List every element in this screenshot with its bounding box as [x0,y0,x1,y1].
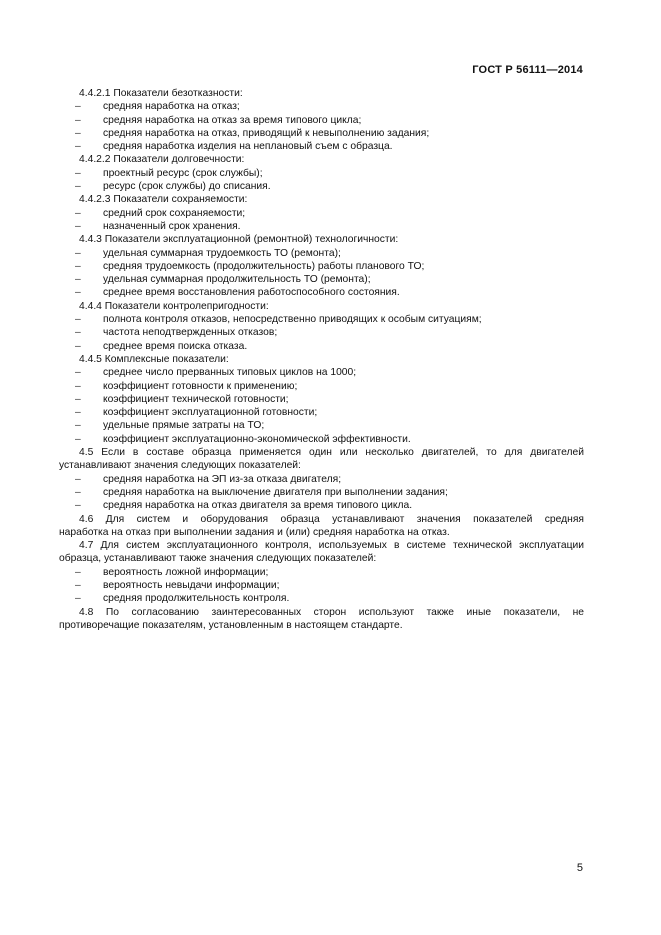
list-dash: – [75,407,81,419]
list-item [59,100,584,113]
list-item [59,140,584,153]
paragraph-line: 4.8 По согласованию заинтересованных сторон используют также иные показатели, не [79,606,584,618]
list-item-text: вероятность невыдачи информации; [103,579,280,591]
list-dash: – [75,593,81,605]
list-item [59,114,584,127]
paragraph-line: 4.6 Для систем и оборудования образца устанавливают значения показателей средняя [79,513,584,525]
paragraph-line: противоречащие показателям, установленным в настоящем стандарте. [59,619,403,631]
list-dash: – [75,566,81,578]
list-item-text: вероятность ложной информации; [103,566,269,578]
list-item [59,592,584,605]
list-item [59,366,584,379]
list-item-text: средняя наработка на выключение двигателя при выполнении задания; [103,486,448,498]
list-item [59,380,584,393]
list-item-text: коэффициент эксплуатационной готовности; [103,407,318,419]
list-dash: – [75,486,81,498]
list-item-text: средний срок сохраняемости; [103,207,246,219]
list-item [59,340,584,353]
list-item-text: средняя наработка на отказ, приводящий к невыполнению задания; [103,127,430,139]
document-body [59,87,584,632]
list-item-text: удельная суммарная трудоемкость ТО (ремонта); [103,247,341,259]
list-dash: – [75,473,81,485]
list-item [59,473,584,486]
list-item-text: среднее время восстановления работоспособного состояния. [103,287,400,299]
list-dash: – [75,420,81,432]
section-heading: 4.4.2.1 Показатели безотказности: [79,88,243,99]
section-heading: 4.4.4 Показатели контролепригодности: [79,300,269,312]
section-heading: 4.4.2.3 Показатели сохраняемости: [79,194,248,206]
list-dash: – [75,314,81,326]
paragraph-line: образца, устанавливают также значения следующих показателей: [59,553,377,565]
list-dash: – [75,220,81,232]
list-dash: – [75,287,81,299]
list-item-text: полнота контроля отказов, непосредственно приводящих к особым ситуациям; [103,314,482,326]
list-item [59,286,584,299]
list-item [59,127,584,140]
list-item-text: средняя наработка на отказ; [103,101,240,113]
paragraph-line: наработка на отказ при выполнении задания и (или) средняя наработка на отказ. [59,526,450,538]
list-item-text: назначенный срок хранения. [103,220,241,232]
list-item-text: средняя наработка на отказ двигателя за время типового цикла. [103,500,413,512]
list-dash: – [75,393,81,405]
list-item-text: проектный ресурс (срок службы); [103,167,263,179]
list-dash: – [75,101,81,113]
list-dash: – [75,274,81,286]
list-dash: – [75,327,81,339]
list-dash: – [75,181,81,193]
paragraph-line: 4.5 Если в составе образца применяется один или несколько двигателей, то для двигателей [79,447,584,459]
list-item [59,566,584,579]
list-dash: – [75,433,81,445]
list-dash: – [75,260,81,272]
list-item [59,579,584,592]
list-item [59,419,584,432]
list-item [59,247,584,260]
list-item-text: частота неподтвержденных отказов; [103,327,278,339]
list-item-text: коэффициент технической готовности; [103,393,289,405]
list-dash: – [75,500,81,512]
section-heading: 4.4.3 Показатели эксплуатационной (ремонтной) технологичности: [79,234,399,246]
list-item [59,260,584,273]
list-dash: – [75,367,81,379]
list-item-text: средняя наработка на ЭП из-за отказа двигателя; [103,473,342,485]
list-item-text: среднее время поиска отказа. [103,340,248,352]
list-dash: – [75,127,81,139]
list-dash: – [75,340,81,352]
list-item [59,326,584,339]
list-item [59,220,584,233]
list-item-text: удельные прямые затраты на ТО; [103,420,265,432]
list-item-text: средняя трудоемкость (продолжительность) работы планового ТО; [103,260,425,272]
list-item [59,313,584,326]
list-item-text: ресурс (срок службы) до списания. [103,181,271,193]
list-item [59,486,584,499]
list-dash: – [75,380,81,392]
list-item [59,406,584,419]
list-item [59,393,584,406]
list-dash: – [75,579,81,591]
list-item-text: удельная суммарная продолжительность ТО (ремонта); [103,274,371,286]
list-item-text: средняя наработка на отказ за время типового цикла; [103,114,362,126]
list-item [59,180,584,193]
list-item-text: коэффициент готовности к применению; [103,380,298,392]
section-heading: 4.4.5 Комплексные показатели: [79,353,229,365]
list-item [59,273,584,286]
list-item-text: средняя продолжительность контроля. [103,593,290,605]
paragraph-line: устанавливают значения следующих показателей: [59,460,301,472]
section-heading: 4.4.2.2 Показатели долговечности: [79,154,245,166]
list-dash: – [75,141,81,153]
list-item-text: среднее число прерванных типовых циклов на 1000; [103,367,357,379]
paragraph-line: 4.7 Для систем эксплуатационного контроля, используемых в системе технической эксплуатации [79,540,584,552]
list-item [59,433,584,446]
list-item [59,207,584,220]
list-dash: – [75,167,81,179]
list-dash: – [75,114,81,126]
page-number: 5 [576,862,583,874]
list-dash: – [75,247,81,259]
list-item [59,167,584,180]
list-item-text: средняя наработка изделия на неплановый съем с образца. [103,141,393,153]
list-item [59,499,584,512]
standard-designation: ГОСТ Р 56111—2014 [472,64,583,76]
list-item-text: коэффициент эксплуатационно-экономической эффективности. [103,433,411,445]
list-dash: – [75,207,81,219]
